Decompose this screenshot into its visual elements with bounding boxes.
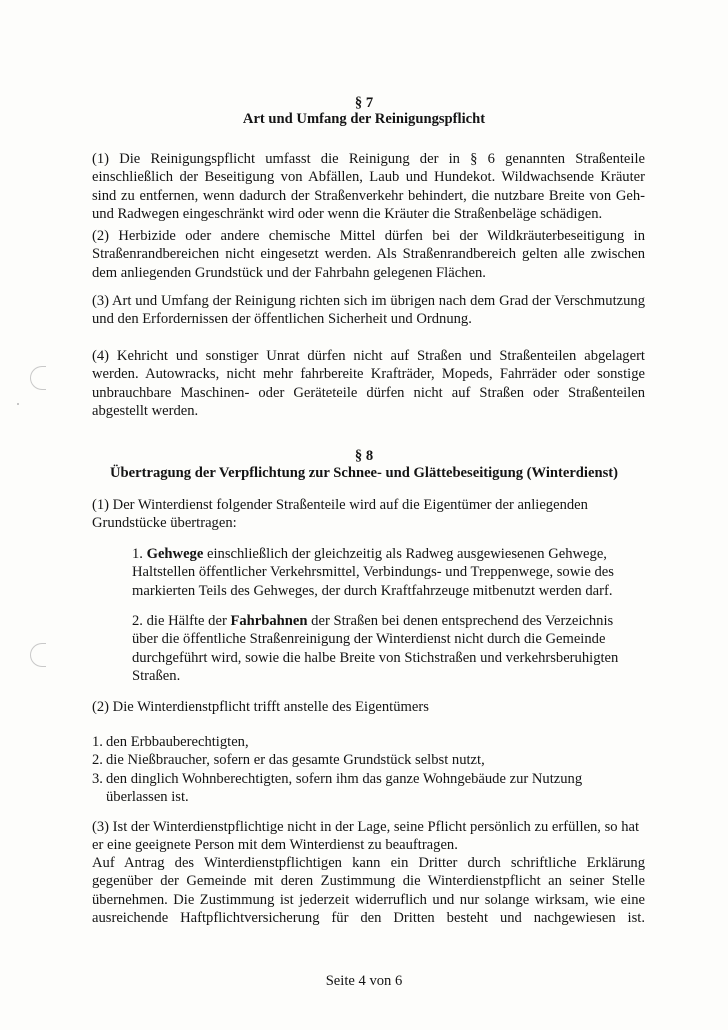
list-item: 1. den Erbbauberechtigten, bbox=[92, 734, 249, 750]
section-8-title: Übertragung der Verpflichtung zur Schnee- und Glättebeseitigung (Winterdienst) bbox=[110, 465, 618, 481]
item-2-text: der Straßen bei denen entsprechend des Verzeichnis über die öffentliche Straßenreinigung der Winterdienst nicht durch die Gemeinde durchgeführt wird, sowie die halbe Breite von Stichstraßen und verkehrsberuhigten Straßen. bbox=[132, 613, 619, 685]
item-1-keyword: Gehwege bbox=[146, 546, 204, 562]
section-8-paragraph-2: (2) Die Winterdienstpflicht trifft anstelle des Eigentümers bbox=[92, 699, 429, 715]
section-8-paragraph-3: (3) Ist der Winterdienstpflichtige nicht in der Lage, seine Pflicht persönlich zu erfüllen, so hat er eine geeignete Person mit dem Winterdienst zu beauftragen. bbox=[92, 819, 640, 854]
section-7-paragraph-3: (3) Art und Umfang der Reinigung richten sich im übrigen nach dem Grad der Verschmutzung und den Erfordernissen der öffentlichen Sicherheit und Ordnung. bbox=[92, 293, 645, 328]
section-7-title: Art und Umfang der Reinigungspflicht bbox=[242, 111, 486, 127]
item-2-prefix: 2. die Hälfte der bbox=[132, 613, 231, 629]
section-8-paragraph-4: Auf Antrag des Winterdienstpflichtigen kann ein Dritter durch schriftliche Erklärung gegenüber der Gemeinde mit deren Zustimmung die Winterdienstpflicht an seiner Stelle übernehmen. Die Zustimmung ist jederzeit widerruflich und nur solange wirksam, wie eine ausreichende Haftpflichtversicherung für den Dritten besteht und nachgewiesen ist. bbox=[92, 855, 645, 927]
section-8-paragraph-1: (1) Der Winterdienst folgender Straßenteile wird auf die Eigentümer der anliegenden Grundstücke übertragen: bbox=[92, 497, 588, 532]
section-8-item-1 bbox=[132, 545, 628, 600]
punch-hole-mark-upper bbox=[30, 366, 46, 390]
section-7-paragraph-1: (1) Die Reinigungspflicht umfasst die Reinigung der in § 6 genannten Straßenteile einschließlich der Beseitigung von Abfällen, Laub und Hundekot. Wildwachsende Kräuter sind zu entfernen, wenn dadurch der Straßenverkehr behindert, die nutzbare Breite von Geh- und Radwegen eingeschränkt wird oder wenn die Kräuter die Straßenbeläge schädigen. bbox=[92, 151, 645, 223]
section-8-item-2 bbox=[132, 612, 628, 686]
page-number-footer: Seite 4 von 6 bbox=[325, 973, 403, 989]
section-7-number: § 7 bbox=[354, 95, 374, 111]
punch-hole-mark-lower bbox=[30, 643, 46, 667]
item-2-keyword: Fahrbahnen bbox=[230, 613, 308, 629]
section-7-paragraph-2: (2) Herbizide oder andere chemische Mittel dürfen bei der Wildkräuterbeseitigung in Straßenrandbereichen nicht eingesetzt werden. Als Straßenrandbereich gelten alle zwischen dem anliegenden Grundstück und der Fahrbahn gelegenen Flächen. bbox=[92, 228, 645, 281]
section-8-number: § 8 bbox=[354, 448, 374, 464]
scan-speck bbox=[17, 403, 19, 405]
item-1-prefix: 1. bbox=[132, 546, 147, 562]
list-item: 2. die Nießbraucher, sofern er das gesamte Grundstück selbst nutzt, bbox=[92, 752, 485, 769]
item-1-text: einschließlich der gleichzeitig als Radweg ausgewiesenen Gehwege, Haltstellen öffentlicher Verkehrsmittel, Verbindungs- und Treppenwege, sowie des markierten Teils des Gehweges, der durch Kraftfahrzeuge mitbenutzt werden darf. bbox=[132, 546, 614, 599]
list-item: 3. den dinglich Wohnberechtigten, sofern ihm das ganze Wohngebäude zur Nutzung überlassen ist. bbox=[92, 770, 583, 806]
winterdienst-obligor-list bbox=[92, 733, 645, 807]
section-7-paragraph-4: (4) Kehricht und sonstiger Unrat dürfen nicht auf Straßen und Straßenteilen abgelagert werden. Autowracks, nicht mehr fahrbereite Krafträder, Mopeds, Fahrräder oder sonstige unbrauchbare Maschinen- oder Geräteteile dürfen nicht auf Straßen oder Straßenteilen abgestellt werden. bbox=[92, 348, 645, 420]
